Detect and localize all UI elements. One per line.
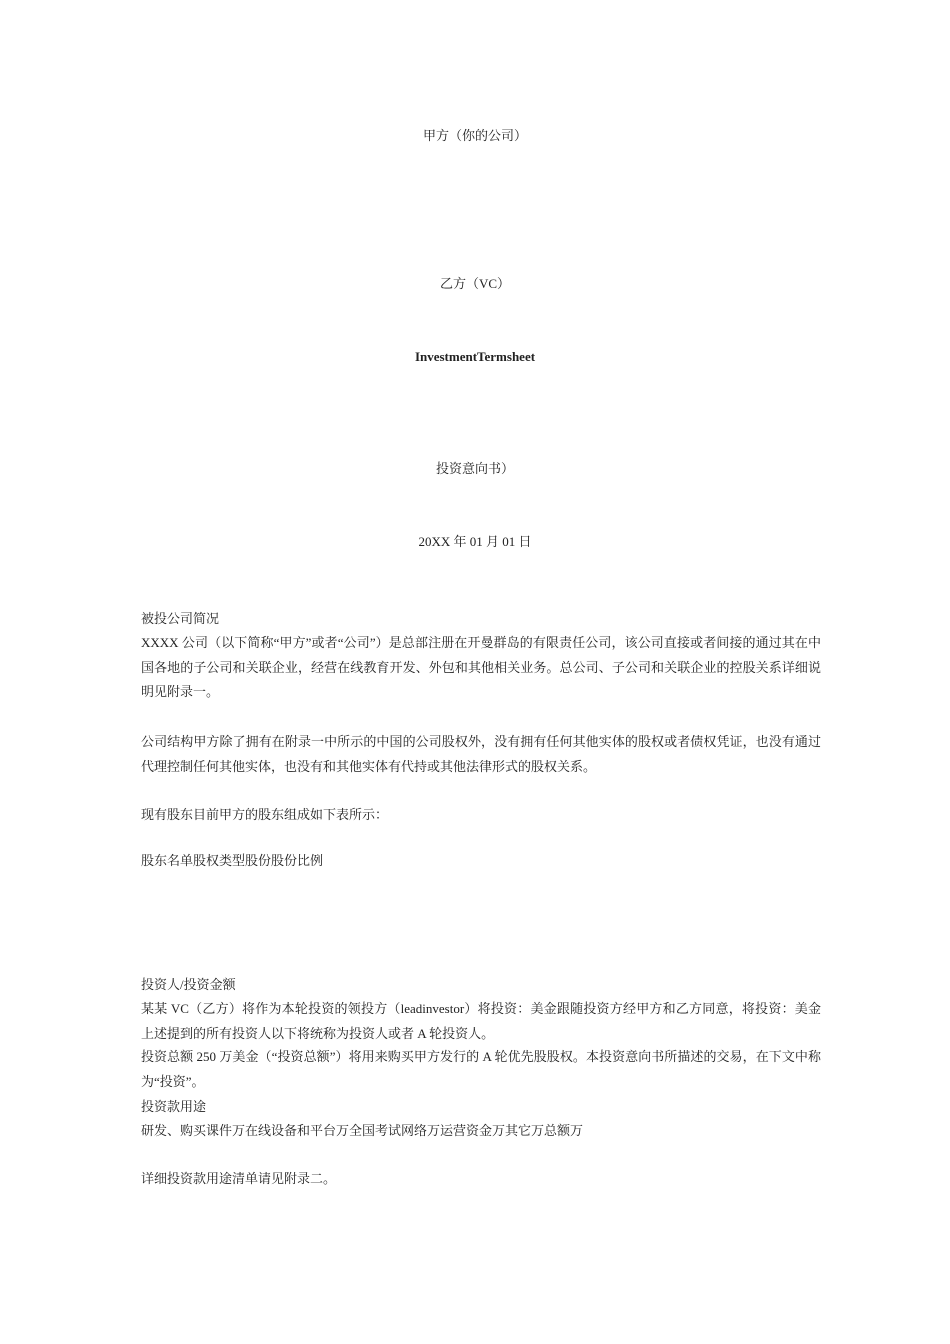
company-structure-paragraph: 公司结构甲方除了拥有在附录一中所示的中国的公司股权外，没有拥有任何其他实体的股权或者债权凭证，也没有通过代理控制任何其他实体，也没有和其他实体有代持或其他法律形式的股权关系。 bbox=[141, 734, 821, 774]
document-title-english: InvestmentTermsheet bbox=[414, 349, 536, 364]
shareholders-paragraph: 现有股东目前甲方的股东组成如下表所示： bbox=[141, 807, 389, 822]
party-a-label: 甲方（你的公司） bbox=[422, 128, 527, 143]
investor-heading: 投资人/投资金额 bbox=[141, 977, 236, 992]
investor-paragraph: 某某 VC（乙方）将作为本轮投资的领投方（leadinvestor）将投资：美金跟随投资方经甲方和乙方同意，将投资：美金上述提到的所有投资人以下将统称为投资人或者 A 轮投资人。 bbox=[141, 1001, 821, 1041]
company-overview-heading: 被投公司简况 bbox=[141, 611, 220, 626]
shareholders-table-header: 股东名单股权类型股份股份比例 bbox=[141, 853, 324, 868]
use-of-funds-list: 研发、购买课件万在线设备和平台万全国考试网络万运营资金万其它万总额万 bbox=[141, 1123, 584, 1138]
document-date: 20XX 年 01 月 01 日 bbox=[418, 534, 532, 549]
investment-total-paragraph: 投资总额 250 万美金（“投资总额”）将用来购买甲方发行的 A 轮优先股股权。本投资意向书所描述的交易，在下文中称为“投资”。 bbox=[141, 1049, 821, 1089]
document-title-chinese: 投资意向书） bbox=[435, 461, 514, 476]
use-of-funds-heading: 投资款用途 bbox=[141, 1099, 207, 1114]
use-of-funds-detail: 详细投资款用途清单请见附录二。 bbox=[141, 1171, 337, 1186]
company-overview-paragraph: XXXX 公司（以下简称“甲方”或者“公司”）是总部注册在开曼群岛的有限责任公司，该公司直接或者间接的通过其在中国各地的子公司和关联企业，经营在线教育开发、外包和其他相关业务。总公司、子公司和关联企业的控股关系详细说明见附录一。 bbox=[141, 635, 821, 699]
party-b-label: 乙方（VC） bbox=[439, 276, 511, 291]
